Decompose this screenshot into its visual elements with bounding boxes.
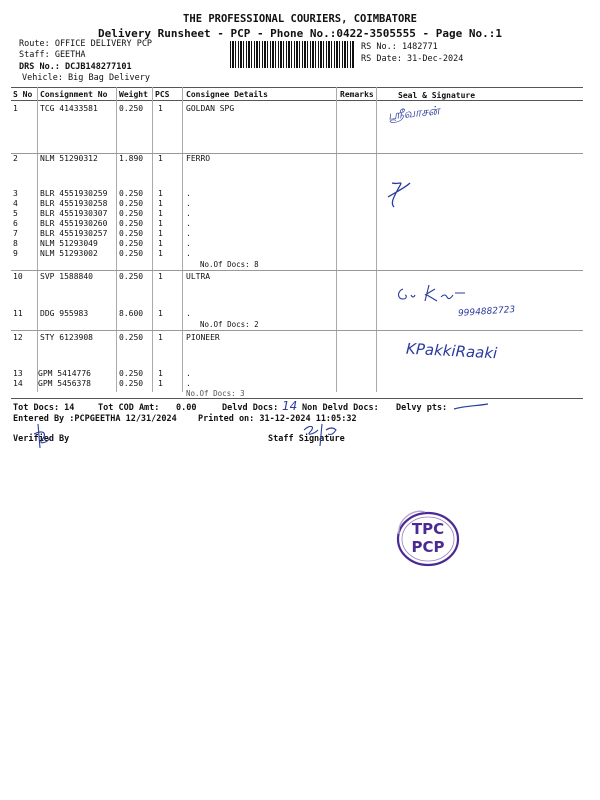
row-consignment: BLR 4551930257 — [40, 229, 108, 238]
company-title: THE PROFESSIONAL COURIERS, COIMBATORE — [183, 13, 417, 25]
staff-signature-label: Staff Signature — [268, 434, 345, 444]
handwritten-signature-3 — [395, 283, 475, 305]
row-pcs: 1 — [158, 249, 163, 258]
row-weight: 0.250 — [119, 229, 144, 238]
col-sep — [152, 87, 153, 392]
row-consignment: BLR 4551930307 — [40, 209, 108, 218]
row-pcs: 1 — [158, 209, 163, 218]
handwritten-delivered-count: 14 — [282, 399, 298, 413]
row-consignment: BLR 4551930258 — [40, 199, 108, 208]
stamp-line2: PCP — [411, 538, 445, 556]
col-seal-signature: Seal & Signature — [398, 91, 476, 100]
row-consignment: TCG 41433581 — [40, 104, 98, 113]
row-consignment: BLR 4551930260 — [40, 219, 108, 228]
row-details: . — [186, 229, 191, 238]
row-weight: 0.250 — [119, 272, 144, 281]
vehicle-text: Vehicle: Big Bag Delivery — [22, 73, 150, 83]
row-sno: 1 — [13, 104, 18, 113]
col-weight: Weight — [119, 90, 148, 99]
total-cod-label: Tot COD Amt: — [98, 403, 160, 413]
row-details: . — [186, 239, 191, 248]
row-weight: 0.250 — [119, 249, 144, 258]
row-sno: 7 — [13, 229, 18, 238]
row-sno: 11 — [13, 309, 23, 318]
row-pcs: 1 — [158, 239, 163, 248]
group-doc-count: No.Of Docs: 3 — [186, 389, 245, 398]
row-weight: 8.600 — [119, 309, 144, 318]
delivered-docs-label: Delvd Docs: — [222, 403, 279, 413]
entered-by: Entered By :PCPGEETHA 12/31/2024 — [13, 414, 177, 424]
row-weight: 1.890 — [119, 154, 144, 163]
col-sep — [336, 87, 337, 392]
row-pcs: 1 — [158, 333, 163, 342]
row-weight: 0.250 — [119, 369, 144, 378]
row-pcs: 1 — [158, 199, 163, 208]
staff-signature — [300, 420, 350, 448]
drs-number: DRS No.: DCJB148277101 — [19, 62, 132, 72]
row-weight: 0.250 — [119, 239, 144, 248]
row-details: . — [186, 209, 191, 218]
row-consignment: NLM 51293049 — [40, 239, 98, 248]
row-rule — [11, 330, 583, 331]
row-details: . — [186, 379, 191, 388]
verified-by-label: Verified By — [13, 434, 70, 444]
non-delivered-docs-label: Non Delvd Docs: — [302, 403, 379, 413]
row-consignment: GPM 5456378 — [38, 379, 91, 388]
row-sno: 10 — [13, 272, 23, 281]
row-sno: 2 — [13, 154, 18, 163]
row-consignment: GPM 5414776 — [38, 369, 91, 378]
row-consignment: NLM 51290312 — [40, 154, 98, 163]
col-sep — [37, 87, 38, 392]
row-sno: 9 — [13, 249, 18, 258]
rs-number: RS No.: 1482771 — [361, 42, 438, 52]
row-pcs: 1 — [158, 379, 163, 388]
row-sno: 12 — [13, 333, 23, 342]
row-sno: 4 — [13, 199, 18, 208]
row-sno: 3 — [13, 189, 18, 198]
row-sno: 8 — [13, 239, 18, 248]
row-details: . — [186, 219, 191, 228]
row-sno: 13 — [13, 369, 23, 378]
row-details: . — [186, 309, 191, 318]
col-sno: S No — [13, 90, 33, 99]
delivery-points-label: Delvy pts: — [396, 403, 448, 413]
rs-date: RS Date: 31-Dec-2024 — [361, 54, 464, 64]
col-sep — [376, 87, 377, 392]
runsheet-title: Delivery Runsheet - PCP - Phone No.:0422-3505555 - Page No.:1 — [98, 27, 502, 40]
handwritten-signature-2 — [380, 175, 420, 215]
row-details: . — [186, 199, 191, 208]
row-details: PIONEER — [186, 333, 220, 342]
row-pcs: 1 — [158, 309, 163, 318]
row-pcs: 1 — [158, 189, 163, 198]
row-rule — [11, 270, 583, 271]
row-sno: 5 — [13, 209, 18, 218]
row-sno: 14 — [13, 379, 23, 388]
row-details: . — [186, 249, 191, 258]
group-doc-count: No.Of Docs: 8 — [200, 260, 259, 269]
row-consignment: BLR 4551930259 — [40, 189, 108, 198]
handwritten-phone: 9994882723 — [457, 305, 516, 319]
row-consignment: DDG 955983 — [40, 309, 89, 318]
row-consignment: NLM 51293002 — [40, 249, 98, 258]
printed-on: Printed on: 31-12-2024 11:05:32 — [198, 414, 357, 424]
row-details: GOLDAN SPG — [186, 104, 235, 113]
row-pcs: 1 — [158, 272, 163, 281]
row-consignment: STY 6123908 — [40, 333, 93, 342]
handwritten-dash — [452, 402, 492, 412]
row-weight: 0.250 — [119, 199, 144, 208]
total-cod-value: 0.00 — [176, 403, 197, 413]
row-pcs: 1 — [158, 369, 163, 378]
row-weight: 0.250 — [119, 379, 144, 388]
handwritten-signature-4: KPakkiRaaki — [405, 339, 498, 363]
row-pcs: 1 — [158, 154, 163, 163]
group-doc-count: No.Of Docs: 2 — [200, 320, 259, 329]
row-weight: 0.250 — [119, 104, 144, 113]
header-rule — [11, 100, 583, 101]
col-consignment: Consignment No — [40, 90, 108, 99]
row-details: . — [186, 369, 191, 378]
row-consignment: SVP 1588840 — [40, 272, 93, 281]
col-remarks: Remarks — [340, 90, 374, 99]
row-weight: 0.250 — [119, 209, 144, 218]
staff-text: Staff: GEETHA — [19, 50, 86, 60]
barcode — [230, 41, 354, 68]
route-text: Route: OFFICE DELIVERY PCP — [19, 39, 153, 49]
col-consignee: Consignee Details — [186, 90, 268, 99]
table-top-rule — [11, 87, 583, 88]
row-sno: 6 — [13, 219, 18, 228]
row-weight: 0.250 — [119, 189, 144, 198]
col-sep — [182, 87, 183, 392]
stamp-line1: TPC — [411, 520, 445, 538]
col-pcs: PCS — [155, 90, 170, 99]
row-pcs: 1 — [158, 104, 163, 113]
row-details: . — [186, 189, 191, 198]
verifier-signature — [28, 420, 58, 452]
row-details: ULTRA — [186, 272, 211, 281]
row-weight: 0.250 — [119, 219, 144, 228]
col-sep — [116, 87, 117, 392]
total-docs: Tot Docs: 14 — [13, 403, 75, 413]
row-details: FERRO — [186, 154, 211, 163]
row-pcs: 1 — [158, 219, 163, 228]
row-weight: 0.250 — [119, 333, 144, 342]
handwritten-signature-1: ஸ்ரீவாசன் — [387, 103, 441, 123]
company-stamp — [395, 510, 461, 568]
row-pcs: 1 — [158, 229, 163, 238]
